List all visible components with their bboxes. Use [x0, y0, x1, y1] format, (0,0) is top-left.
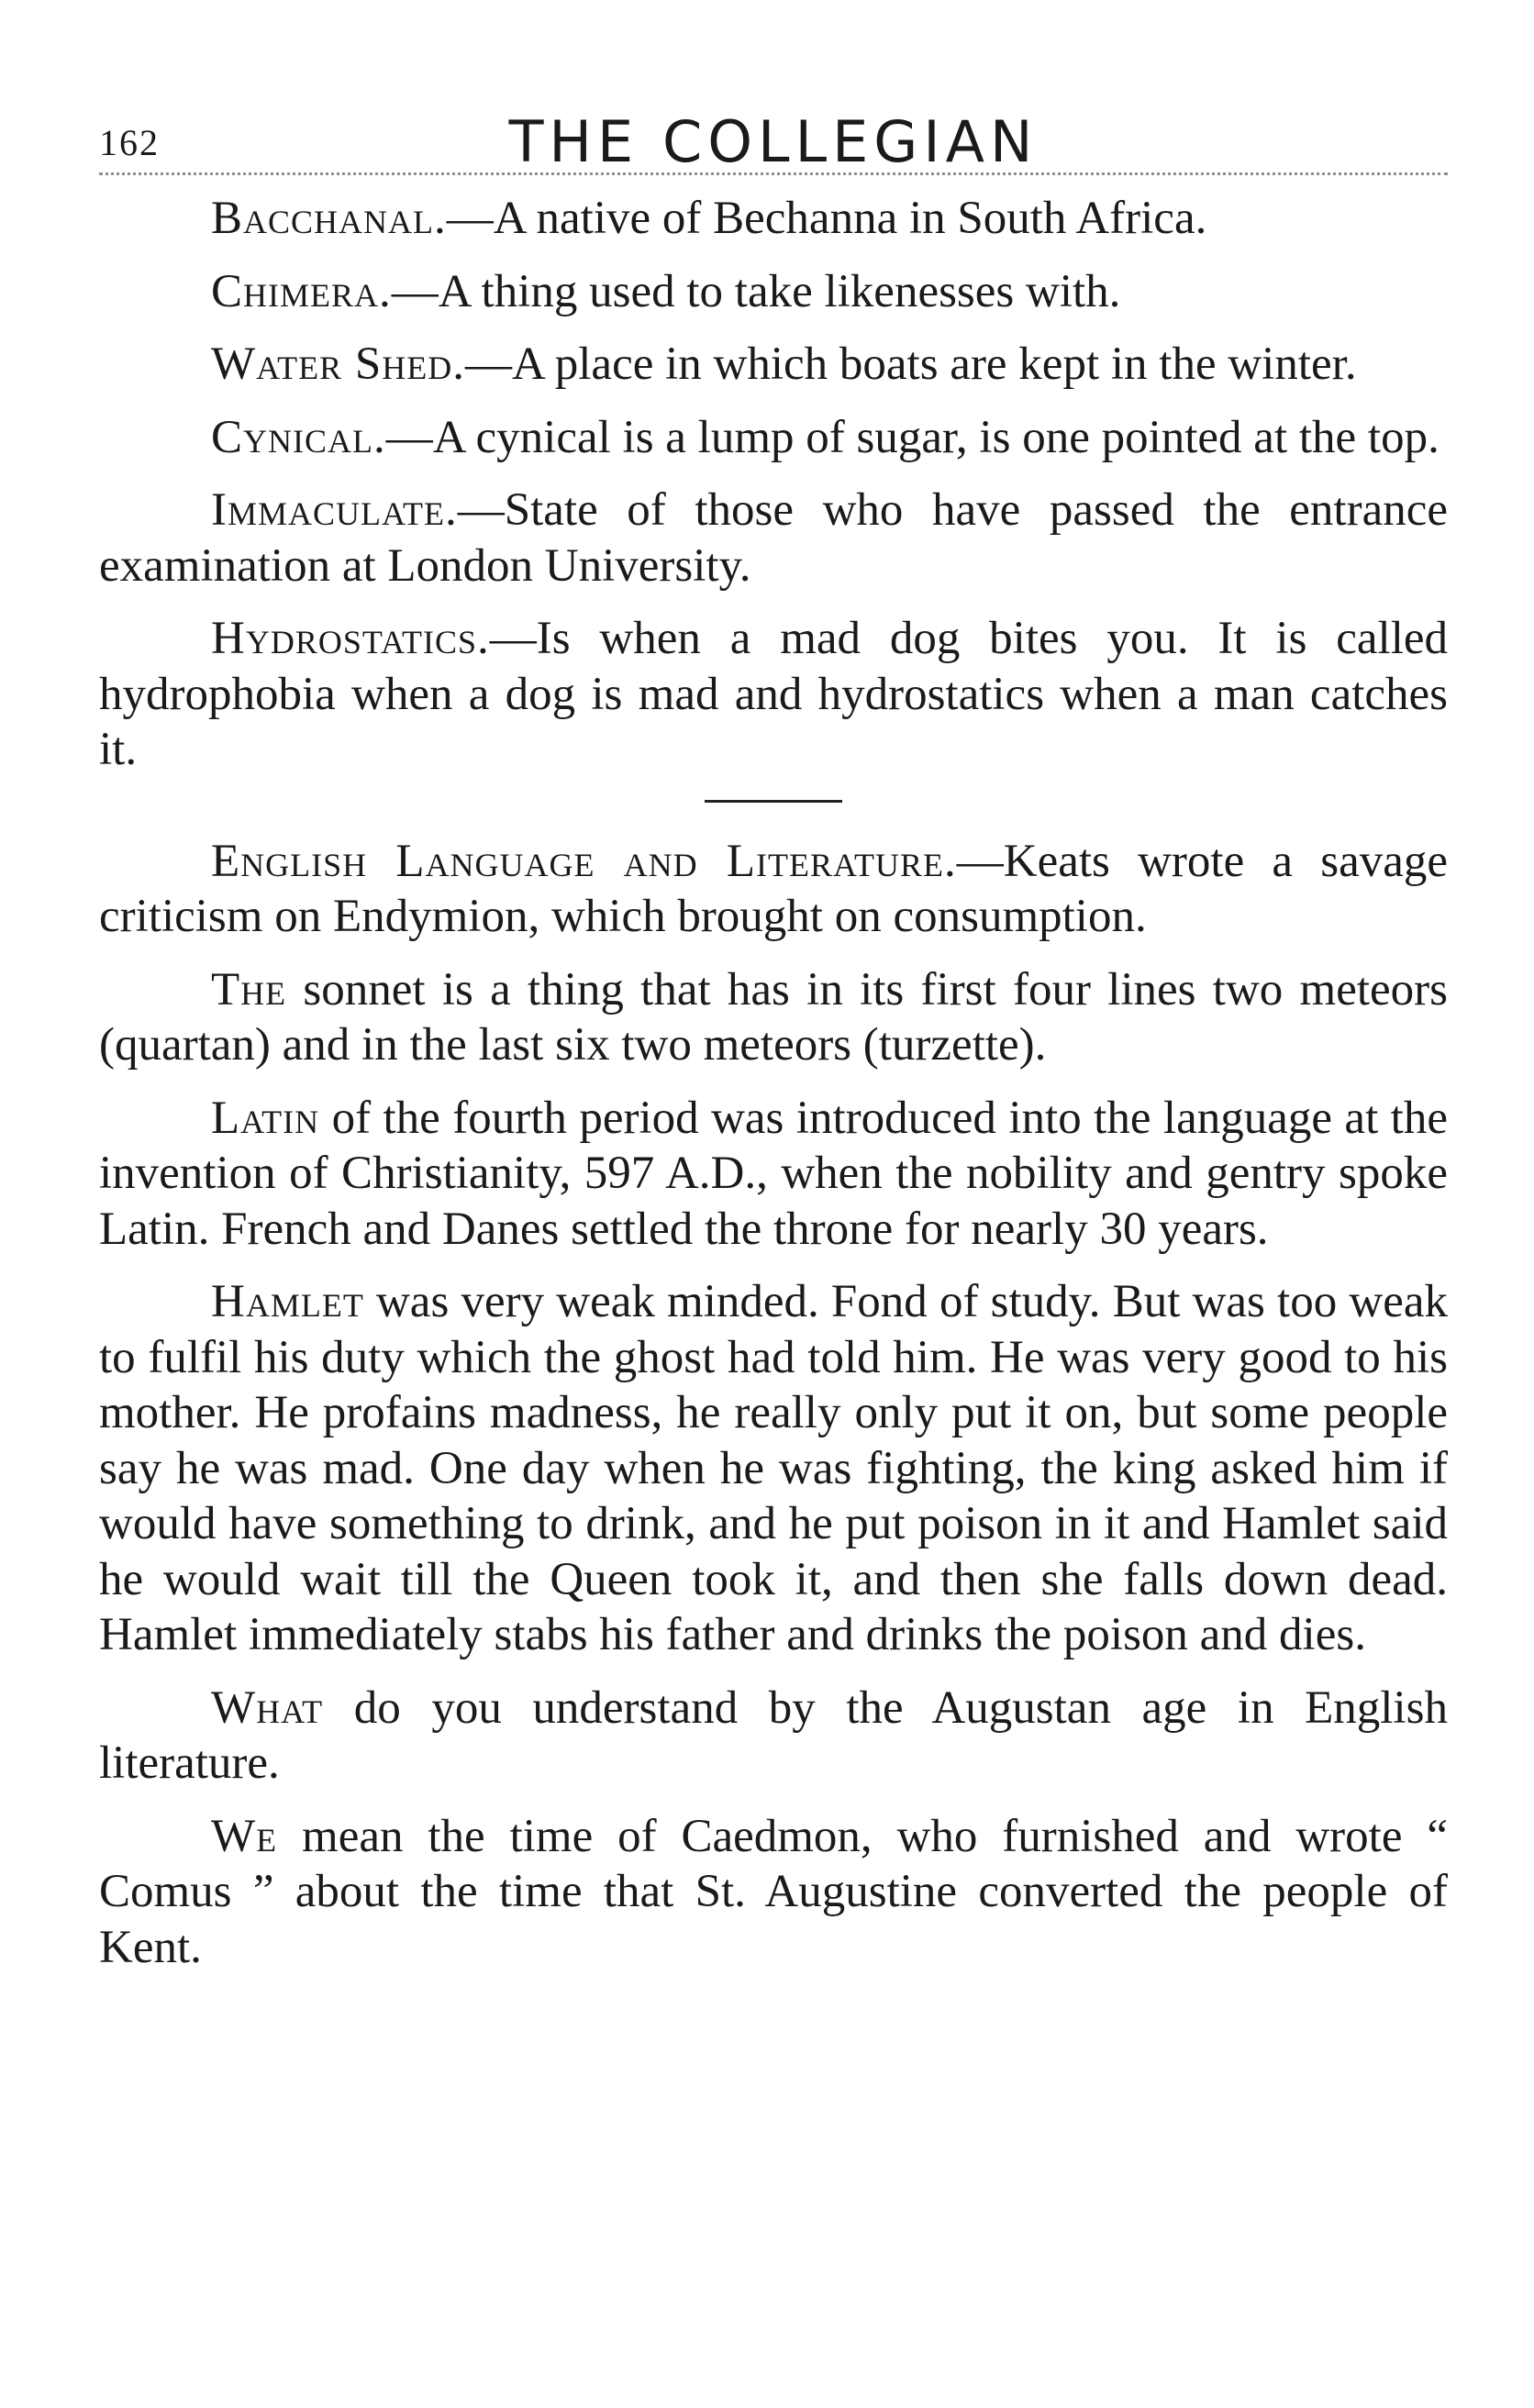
paragraph-augustan-question — [99, 1681, 1448, 1792]
paragraph-text: sonnet is a thing that has in its first four lines two meteors (quartan) and in the last six two meteors (turzette). — [99, 963, 1448, 1071]
paragraph-text: mean the time of Caedmon, who furnished and wrote “ Comus ” about the time that St. Augustine converted the people of Kent. — [99, 1810, 1448, 1973]
entry-bacchanal — [99, 191, 1448, 247]
entry-term: Bacchanal. — [211, 193, 447, 244]
paragraph-text: of the fourth period was introduced into the language at the invention of Christianity, 597 A.D., when the nobility and gentry spoke Latin. French and Danes settled the throne for nearly 30 years. — [99, 1092, 1448, 1255]
entry-text: —A thing used to take likenesses with. — [391, 265, 1121, 317]
paragraph-text: was very weak minded. Fond of study. But was too weak to fulfil his duty which the ghost had told him. He was very good to his mother. He profains madness, he really only put it on, but some people say he was mad. One day when he was fighting, the king asked him if would have something to drink, and he put poison in it and Hamlet said he would wait till the Queen took it, and then she falls down dead. Hamlet immediately stabs his father and drinks the poison and dies. — [99, 1276, 1448, 1660]
entry-term: Cynical. — [211, 411, 386, 463]
paragraph-lead: What — [211, 1681, 324, 1734]
entry-immaculate — [99, 483, 1448, 594]
paragraph-lead: We — [211, 1810, 278, 1862]
running-title: THE COLLEGIAN — [508, 108, 1039, 175]
entry-text: —A native of Bechanna in South Africa. — [446, 193, 1207, 244]
entry-text: —A cynical is a lump of sugar, is one pointed at the top. — [385, 411, 1440, 463]
entry-text: —Is when a mad dog bites you. It is called hydrophobia when a dog is mad and hydrostatics when a man catches it. — [99, 613, 1448, 775]
entry-term: Immaculate. — [211, 484, 458, 536]
entry-chimera — [99, 264, 1448, 320]
paragraph-latin — [99, 1091, 1448, 1258]
paragraph-text: —Keats wrote a savage criticism on Endymion, which brought on consumption. — [99, 835, 1448, 942]
page-number: 162 — [99, 122, 160, 163]
paragraph-hamlet — [99, 1274, 1448, 1663]
section-divider — [705, 800, 842, 803]
entry-cynical — [99, 410, 1448, 466]
paragraph-sonnet — [99, 962, 1448, 1073]
paragraph-lead: Hamlet — [211, 1276, 364, 1327]
paragraph-augustan-answer — [99, 1809, 1448, 1976]
entry-term: Chimera. — [211, 265, 392, 317]
entry-text: —State of those who have passed the entrance examination at London University. — [99, 484, 1448, 592]
entry-term: Hydrostatics. — [211, 613, 490, 664]
entry-hydrostatics — [99, 611, 1448, 778]
paragraph-lead: English Language and Literature. — [211, 835, 957, 887]
paragraph-lead: The — [211, 963, 287, 1015]
entry-water-shed — [99, 337, 1448, 393]
entry-term: Water Shed. — [211, 338, 465, 390]
entry-text: —A place in which boats are kept in the winter. — [465, 338, 1357, 390]
paragraph-english-literature — [99, 834, 1448, 945]
page-header — [99, 108, 1448, 182]
body-text — [99, 191, 1448, 1992]
paragraph-text: do you understand by the Augustan age in English literature. — [99, 1681, 1448, 1789]
paragraph-lead: Latin — [211, 1092, 320, 1144]
header-rule — [99, 172, 1448, 175]
